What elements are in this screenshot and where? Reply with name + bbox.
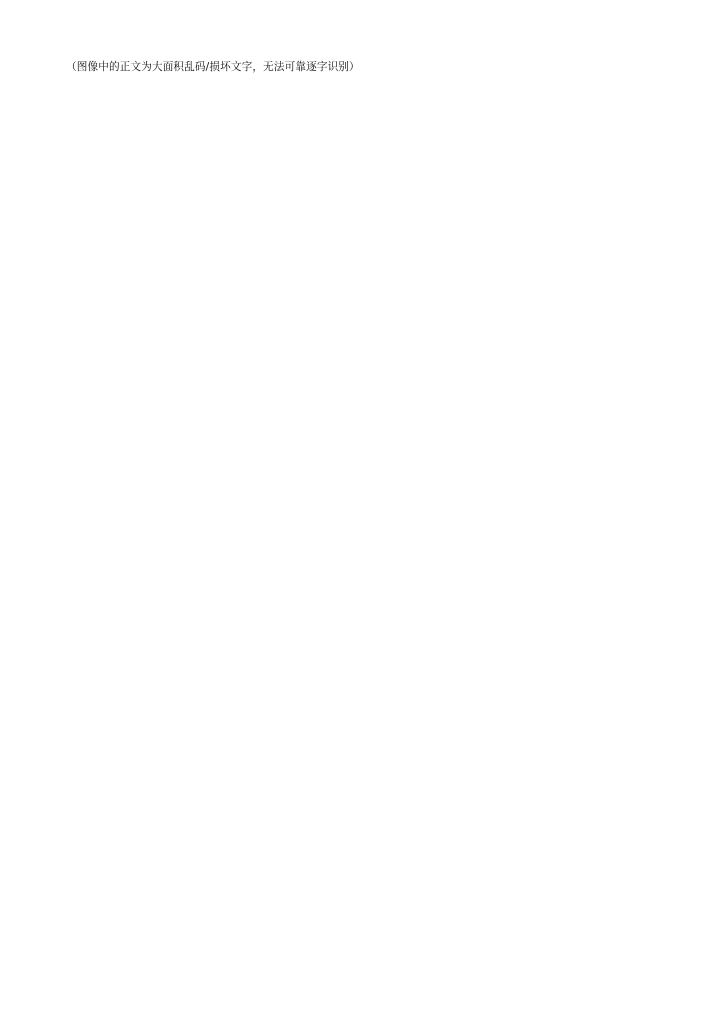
document-page bbox=[66, 60, 658, 980]
garbled-document-body: （图像中的正文为大面积乱码/损坏文字，无法可靠逐字识别） bbox=[66, 61, 360, 73]
